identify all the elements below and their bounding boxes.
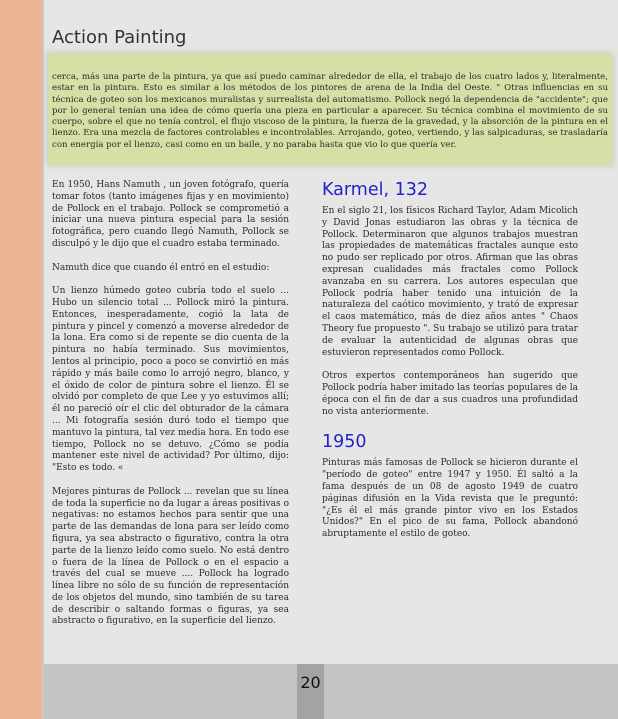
left-column	[52, 180, 289, 640]
paragraph: Un lienzo húmedo goteo cubría todo el suelo ... Hubo un silencio total ... Pollock miró la pintura. Entonces, inesperadamente, cogió la lata de pintura y pincel y comenzó a moverse alrededor de la lona. Era como si de repente se dio cuenta de la pintura no había terminado. Sus movimientos, lentos al principio, poco a poco se convirtió en más rápido y más baile como lo arrojó negro, blanco, y el óxido de color de pintura sobre el lienzo. Él se olvidó por completo de que Lee y yo estuvimos allí; él no pareció oír el clic del obturador de la cámara ... Mi fotografía sesión duró todo el tiempo que mantuvo la pintura, tal vez media hora. En todo ese tiempo, Pollock no se detuvo. ¿Cómo se podía mantener este nivel de actividad? Por último, dijo: "Esto es todo. «	[52, 286, 289, 474]
paragraph: Pinturas más famosas de Pollock se hicieron durante el "período de goteo" entre 1947 y 1950. Él saltó a la fama después de un 08 de agosto 1949 de cuatro páginas difusión en la Vida revista que le preguntó: "¿Es él el más grande pintor vivo en los Estados Unidos?" En el pico de su fama, Pollock abandonó abruptamente el estilo de goteo.	[322, 458, 578, 540]
highlight-text: cerca, más una parte de la pintura, ya que así puedo caminar alrededor de ella, el trabajo de los cuatro lados y, literalmente, estar en la pintura. Esto es similar a los métodos de los pintores de arena de la India del Oeste. " Otras influencias en su técnica de goteo son los mexicanos muralistas y surrealista del automatismo. Pollock negó la dependencia de "accidente"; que por lo general tenían una idea de cómo quería una pieza en particular a aparecer. Su técnica combina el movimiento de su cuerpo, sobre el que no tenía control, el flujo viscoso de la pintura, la fuerza de la gravedad, y la absorción de la pintura en el lienzo. Era una mezcla de factores controlables e incontrolables. Arrojando, goteo, vertiendo, y las salpicaduras, se trasladaría con energía por el lienzo, casi como en un baile, y no paraba hasta que vio lo que quería ver.	[52, 72, 608, 150]
paragraph: En el siglo 21, los físicos Richard Taylor, Adam Micolich y David Jonas estudiaron las obras y la técnica de Pollock. Determinaron que algunos trabajos muestran las propiedades de matemáticas fractales aunque esto no pudo ser replicado por otros. Afirman que las obras expresan cualidades más fractales como Pollock avanzaba en su carrera. Los autores especulan que Pollock podría haber tenido una intuición de la naturaleza del caótico movimiento, y trató de expresar el caos matemático, más de diez años antes " Chaos Theory fue propuesto ". Su trabajo se utilizó para tratar de evaluar la autenticidad de algunas obras que estuvieron representados como Pollock.	[322, 206, 578, 358]
section-heading-karmel: Karmel, 132	[322, 180, 428, 200]
left-decorative-bar	[0, 0, 42, 719]
page-number: 20	[300, 673, 321, 692]
right-column	[322, 180, 578, 553]
paragraph: Otros expertos contemporáneos han sugerido que Pollock podría haber imitado las teorías populares de la época con el fin de dar a sus cuadros una profundidad no vista anteriormente.	[322, 371, 578, 417]
section-heading-1950: 1950	[322, 432, 367, 453]
footer-bar	[44, 664, 618, 719]
paragraph: En 1950, Hans Namuth , un joven fotógrafo, quería tomar fotos (tanto imágenes fijas y en movimiento) de Pollock en el trabajo. Pollock se comprometió a iniciar una nueva pintura especial para la sesión fotográfica, pero cuando llegó Namuth, Pollock se disculpó y le dijo que el cuadro estaba terminado.	[52, 180, 289, 249]
paragraph: Mejores pinturas de Pollock ... revelan que su línea de toda la superficie no da lugar a áreas positivas o negativas: no estamos hechos para sentir que una parte de las demandas de lona para ser leído como figura, ya sea abstracto o figurativo, contra la otra parte de la lienzo leído como suelo. No está dentro o fuera de la línea de Pollock o en el espacio a través del cual se mueve .... Pollock ha logrado línea libre no sólo de su función de representación de los objetos del mundo, sino también de su tarea de describir o saltando formas o figuras, ya sea abstracto o figurativo, en la superficie del lienzo.	[52, 486, 289, 627]
left-bar-edge	[42, 0, 44, 719]
page-title: Action Painting	[52, 27, 187, 48]
paragraph: Namuth dice que cuando él entró en el estudio:	[52, 262, 270, 273]
